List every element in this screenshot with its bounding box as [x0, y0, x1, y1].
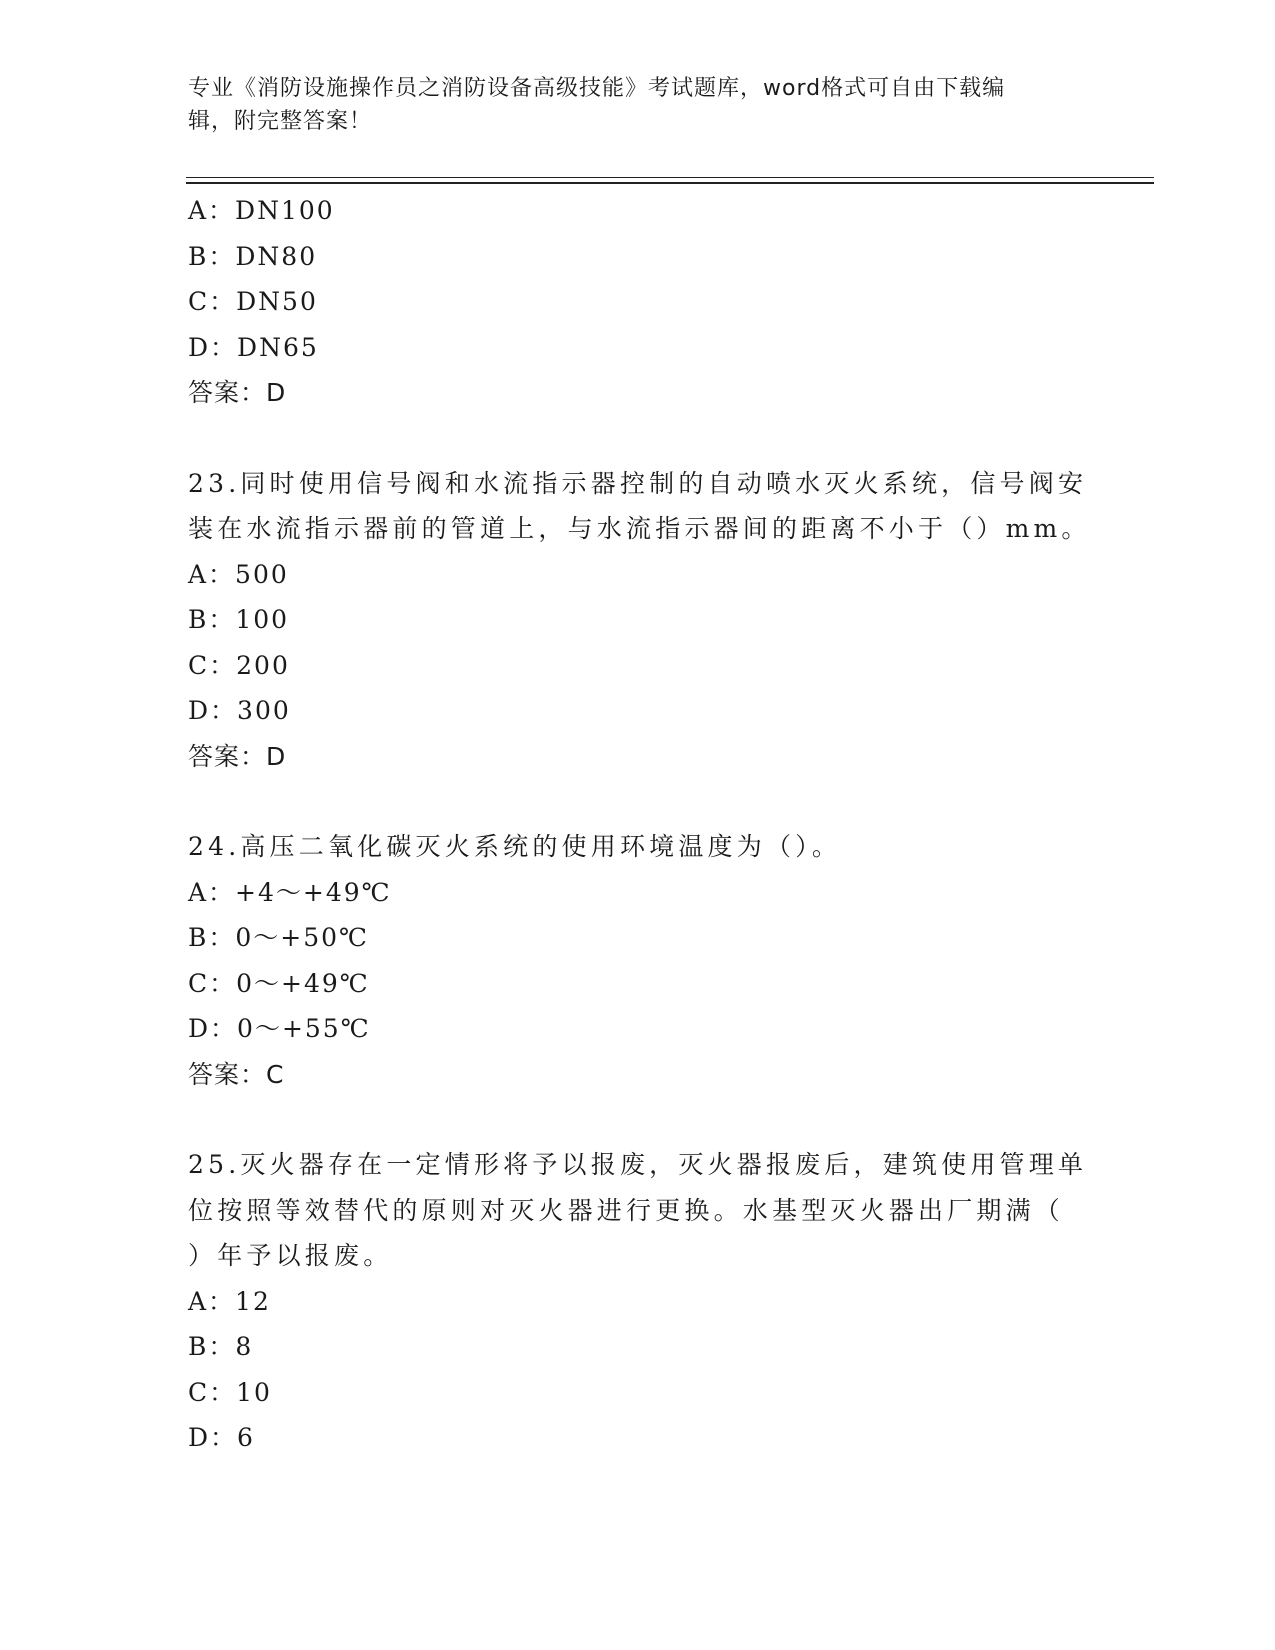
option-b: B：0～+50℃	[188, 923, 370, 952]
option-b: B：8	[188, 1332, 254, 1361]
question-text-line: 装在水流指示器前的管道上，与水流指示器间的距离不小于（）mm。	[188, 514, 1091, 543]
option-c: C：10	[188, 1377, 272, 1407]
option-b: B：DN80	[188, 241, 318, 271]
question-24	[188, 824, 1088, 1097]
option-c: C：DN50	[188, 287, 318, 316]
option-d: D：300	[188, 696, 291, 725]
header-divider-bottom	[186, 182, 1154, 184]
option-a: A：500	[188, 559, 289, 589]
answer: 答案：D	[188, 741, 287, 771]
option-c: C：200	[188, 650, 290, 680]
header-line-1: 专业《消防设施操作员之消防设备高级技能》考试题库，word格式可自由下载编	[188, 76, 1006, 101]
question-text-line: 23.同时使用信号阀和水流指示器控制的自动喷水灭火系统，信号阀安	[188, 468, 1088, 498]
option-d: D：0～+55℃	[188, 1014, 371, 1043]
option-a: A：+4～+49℃	[188, 877, 392, 907]
question-23	[188, 461, 1091, 780]
page-header	[188, 72, 1088, 138]
question-spacer	[188, 416, 1088, 461]
question-text-line: ）年予以报废。	[188, 1241, 393, 1270]
option-c: C：0～+49℃	[188, 968, 370, 998]
question-25	[188, 1142, 1088, 1461]
option-a: A：12	[188, 1286, 271, 1316]
question-spacer	[188, 779, 1088, 824]
header-line-2: 辑，附完整答案！	[188, 109, 373, 134]
answer: 答案：D	[188, 378, 287, 407]
option-b: B：100	[188, 605, 290, 634]
option-d: D：6	[188, 1423, 255, 1452]
question-text-line: 位按照等效替代的原则对灭火器进行更换。水基型灭火器出厂期满（	[188, 1195, 1065, 1225]
question-text-line: 25.灭火器存在一定情形将予以报废，灭火器报废后，建筑使用管理单	[188, 1150, 1088, 1179]
question-text-line: 24.高压二氧化碳灭火系统的使用环境温度为（）。	[188, 832, 842, 861]
option-a: A：DN100	[188, 196, 335, 225]
answer: 答案：C	[188, 1059, 285, 1089]
option-d: D：DN65	[188, 332, 319, 362]
question-list	[188, 188, 1091, 1461]
question-spacer	[188, 1097, 1088, 1142]
question-22	[188, 188, 1088, 416]
header-divider-top	[186, 177, 1154, 178]
